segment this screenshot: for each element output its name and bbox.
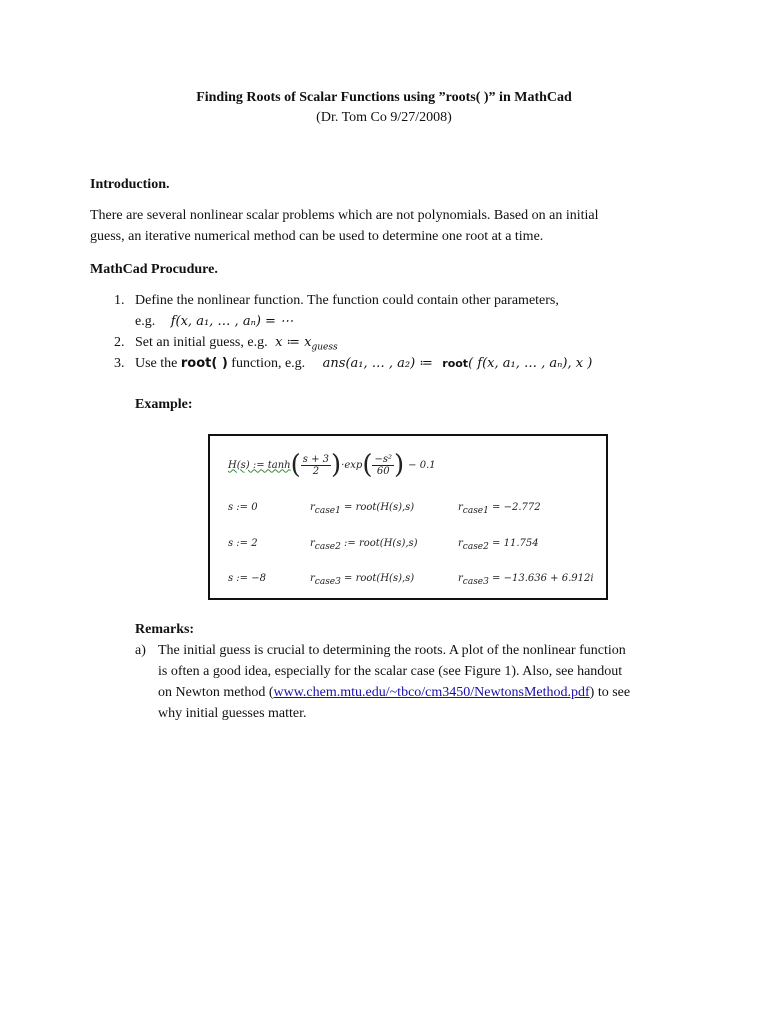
root-call-case-3: $r_{case3}$ = root(H(s),s) bbox=[310, 573, 415, 587]
exp-label: ·exp bbox=[341, 459, 363, 471]
root-result-case-2: $r_{case2} = 11.754$ bbox=[458, 538, 539, 552]
procedure-heading: MathCad Procudure. bbox=[90, 262, 218, 277]
h-lhs: H(s) := tanh bbox=[228, 459, 291, 471]
h-tail: − 0.1 bbox=[408, 459, 436, 471]
remark-a-line-3: on Newton method (www.chem.mtu.edu/~tbco/cm3450/NewtonsMethod.pdf) to see bbox=[158, 685, 631, 700]
guess-case-3: s := −8 bbox=[228, 573, 266, 584]
step-3-root-fn: root( ) bbox=[180, 356, 228, 371]
step-1-eg: e.g. bbox=[135, 314, 156, 329]
remark-a-line-2: is often a good idea, especially for the scalar case (see Figure 1). Also, see handout bbox=[158, 664, 623, 679]
step-2-math: x ≔ $x_{guess}$ bbox=[275, 335, 338, 353]
step-1-number: 1. bbox=[114, 293, 125, 308]
h-function-definition: H(s) := tanh ( $\frac{s + 3}{2}$ ) ·exp ( $\frac{\text{−s²}}{60}$ ) − 0.1 bbox=[228, 450, 436, 480]
step-2-text: Set an initial guess, e.g. bbox=[135, 335, 268, 350]
example-heading: Example: bbox=[135, 397, 193, 412]
fraction-neg-s-squared: $\frac{\text{−s²}}{60}$ bbox=[374, 453, 392, 477]
newtons-method-link[interactable]: www.chem.mtu.edu/~tbco/cm3450/NewtonsMethod.pdf bbox=[273, 685, 590, 700]
remark-a-line-1: The initial guess is crucial to determining the roots. A plot of the nonlinear function bbox=[158, 643, 626, 658]
step-3-math-lhs: ans(a₁, … , a₂) ≔ bbox=[322, 356, 433, 371]
step-3-line bbox=[135, 353, 592, 374]
document-title: Finding Roots of Scalar Functions using ”roots( )” in MathCad bbox=[196, 90, 572, 105]
intro-paragraph bbox=[90, 205, 599, 247]
step-2-number: 2. bbox=[114, 335, 125, 350]
guess-case-1: s := 0 bbox=[228, 502, 258, 513]
step-3-math-rhs: ( f(x, a₁, … , aₙ), x ) bbox=[468, 356, 593, 371]
intro-line-1: There are several nonlinear scalar problems which are not polynomials. Based on an initial bbox=[90, 208, 599, 223]
intro-heading: Introduction. bbox=[90, 177, 170, 192]
root-result-case-3: $r_{case3} = -13.636 + 6.912i$ bbox=[458, 573, 594, 587]
step-1-text: Define the nonlinear function. The function could contain other parameters, bbox=[135, 293, 559, 308]
remark-a-line-4: why initial guesses matter. bbox=[158, 706, 307, 721]
step-3-root-keyword: root bbox=[442, 357, 469, 370]
guess-case-2: s := 2 bbox=[228, 538, 258, 549]
root-call-case-2: $r_{case2}$ := root(H(s),s) bbox=[310, 538, 418, 552]
remark-a-label: a) bbox=[135, 643, 146, 658]
root-call-case-1: $r_{case1}$ = root(H(s),s) bbox=[310, 502, 415, 516]
remarks-heading: Remarks: bbox=[135, 622, 195, 637]
mathcad-example-box bbox=[208, 434, 608, 600]
root-result-case-1: $r_{case1} = -2.772$ bbox=[458, 502, 541, 516]
step-3-text-before: Use the bbox=[135, 356, 178, 371]
document-subtitle: (Dr. Tom Co 9/27/2008) bbox=[316, 110, 452, 125]
intro-line-2: guess, an iterative numerical method can be used to determine one root at a time. bbox=[90, 229, 544, 244]
fraction-s-plus-3: $\frac{s + 3}{2}$ bbox=[302, 453, 330, 477]
step-1-math: f(x, a₁, … , aₙ) = ⋯ bbox=[170, 314, 294, 329]
remark-a-text bbox=[158, 640, 678, 724]
step-3-text-after: function, e.g. bbox=[231, 356, 306, 371]
step-3-number: 3. bbox=[114, 356, 125, 371]
step-1-example bbox=[135, 311, 293, 332]
